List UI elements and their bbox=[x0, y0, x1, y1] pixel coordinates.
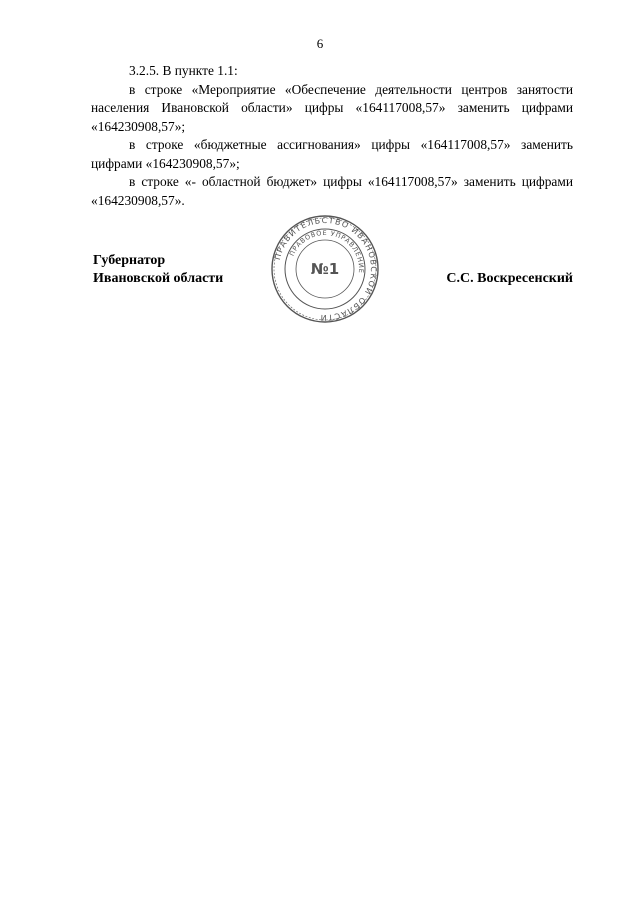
paragraph: в строке «- областной бюджет» цифры «164117008,57» заменить цифрами «164230908,57». bbox=[91, 174, 573, 208]
signature-name: С.С. Воскресенский bbox=[446, 271, 573, 286]
paragraph: в строке «бюджетные ассигнования» цифры «164117008,57» заменить цифрами «164230908,57»; bbox=[91, 137, 573, 171]
paragraph: 3.2.5. В пункте 1.1: bbox=[129, 63, 238, 78]
signature-position bbox=[93, 252, 223, 288]
document-body bbox=[91, 62, 573, 210]
signature-position-line1: Губернатор bbox=[93, 253, 166, 268]
page-number: 6 bbox=[316, 36, 324, 51]
signature-position-line2: Ивановской области bbox=[93, 271, 224, 286]
stamp-center-text: №1 bbox=[310, 260, 340, 278]
stamp-inner-text: ПРАВОВОЕ УПРАВЛЕНИЕ bbox=[287, 228, 366, 274]
official-stamp bbox=[270, 214, 380, 324]
stamp-outer-text: ПРАВИТЕЛЬСТВО ИВАНОВСКОЙ ОБЛАСТИ bbox=[272, 215, 379, 323]
paragraph: в строке «Мероприятие «Обеспечение деятельности центров занятости населения Ивановской области» цифры «164117008,57» заменить цифрами «164230908,57»; bbox=[91, 81, 573, 134]
